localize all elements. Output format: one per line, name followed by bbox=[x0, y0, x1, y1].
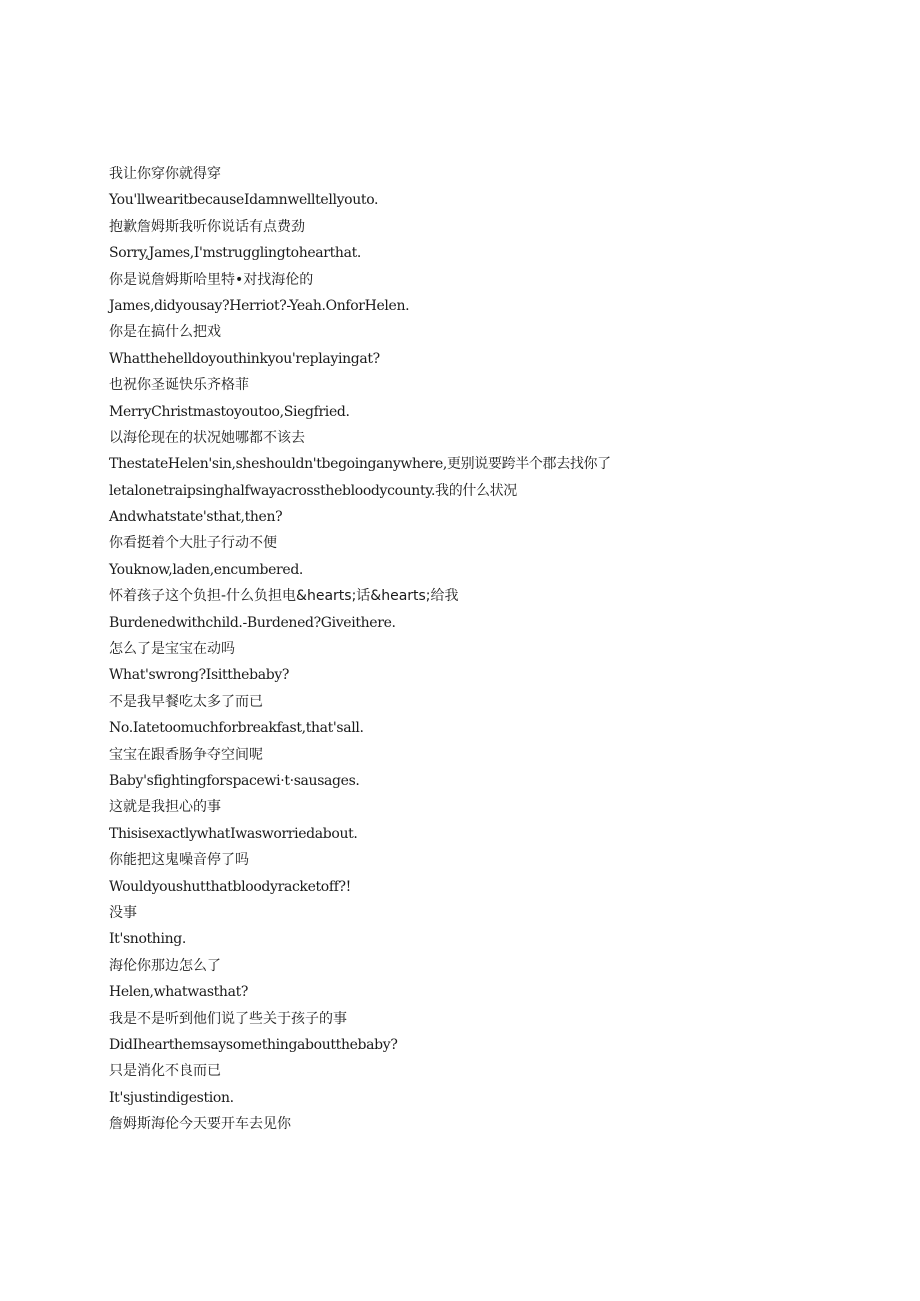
chinese-subtitle-line: 不是我早餐吃太多了而已 bbox=[109, 693, 263, 710]
chinese-subtitle-line: 也祝你圣诞快乐齐格菲 bbox=[109, 377, 249, 394]
english-subtitle-line: ThestateHelen'sin,sheshouldn'tbegoinganywhere,更别说要跨半个郡去找你了 bbox=[109, 456, 611, 473]
chinese-subtitle-line: 我让你穿你就得穿 bbox=[109, 166, 221, 182]
subtitle-text-block bbox=[109, 161, 889, 1137]
english-subtitle-line: Helen,whatwasthat? bbox=[109, 984, 249, 1001]
chinese-subtitle-line: 怎么了是宝宝在动吗 bbox=[109, 641, 235, 658]
english-subtitle-line: You'llwearitbecauseIdamnwelltellyouto. bbox=[109, 192, 379, 209]
chinese-subtitle-line: 宝宝在跟香肠争夺空间呢 bbox=[109, 746, 263, 763]
chinese-subtitle-line: 只是消化不良而已 bbox=[109, 1063, 221, 1080]
english-subtitle-line: MerryChristmastoyoutoo,Siegfried. bbox=[109, 403, 350, 420]
english-subtitle-line: It'snothing. bbox=[109, 931, 186, 948]
chinese-subtitle-line: 没事 bbox=[109, 904, 137, 921]
english-subtitle-line: James,didyousay?Herriot?-Yeah.OnforHelen. bbox=[109, 297, 410, 314]
english-subtitle-line: What'swrong?Isitthebaby? bbox=[109, 667, 290, 684]
chinese-subtitle-line: 以海伦现在的状况她哪都不该去 bbox=[109, 429, 305, 446]
english-subtitle-line: It'sjustindigestion. bbox=[109, 1089, 234, 1106]
chinese-subtitle-line: 我是不是听到他们说了些关于孩子的事 bbox=[109, 1010, 347, 1027]
chinese-subtitle-line: 你是在搞什么把戏 bbox=[109, 324, 221, 341]
english-subtitle-line: ThisisexactlywhatIwasworriedabout. bbox=[109, 825, 358, 842]
chinese-subtitle-line: 这就是我担心的事 bbox=[109, 799, 221, 816]
english-subtitle-line: Sorry,James,I'mstrugglingtohearthat. bbox=[109, 245, 361, 262]
english-subtitle-line: DidIhearthemsaysomethingaboutthebaby? bbox=[109, 1036, 398, 1053]
chinese-subtitle-line: 你看挺着个大肚子行动不便 bbox=[109, 535, 277, 552]
english-subtitle-line: Wouldyoushutthatbloodyracketoff?! bbox=[109, 878, 351, 895]
english-subtitle-line: Andwhatstate'sthat,then? bbox=[109, 509, 283, 526]
english-subtitle-line: Burdenedwithchild.-Burdened?Giveithere. bbox=[109, 614, 396, 631]
chinese-subtitle-line: 你是说詹姆斯哈里特•对找海伦的 bbox=[109, 271, 314, 288]
english-subtitle-line: letalonetraipsinghalfwayacrossthebloodycounty.我的什么状况 bbox=[109, 482, 517, 499]
chinese-subtitle-line: 海伦你那边怎么了 bbox=[109, 957, 221, 974]
english-subtitle-line: Whatthehelldoyouthinkyou'replayingat? bbox=[109, 350, 380, 367]
english-subtitle-line: No.Iatetoomuchforbreakfast,that'sall. bbox=[109, 720, 364, 737]
chinese-subtitle-line: 詹姆斯海伦今天要开车去见你 bbox=[109, 1116, 291, 1133]
chinese-subtitle-line: 你能把这鬼噪音停了吗 bbox=[109, 852, 249, 869]
chinese-subtitle-line: 怀着孩子这个负担-什么负担电&hearts;话&hearts;给我 bbox=[109, 588, 459, 605]
english-subtitle-line: Baby'sfightingforspacewi·t·sausages. bbox=[109, 772, 360, 789]
english-subtitle-line: Youknow,laden,encumbered. bbox=[109, 561, 304, 578]
chinese-subtitle-line: 抱歉詹姆斯我听你说话有点费劲 bbox=[109, 218, 305, 235]
